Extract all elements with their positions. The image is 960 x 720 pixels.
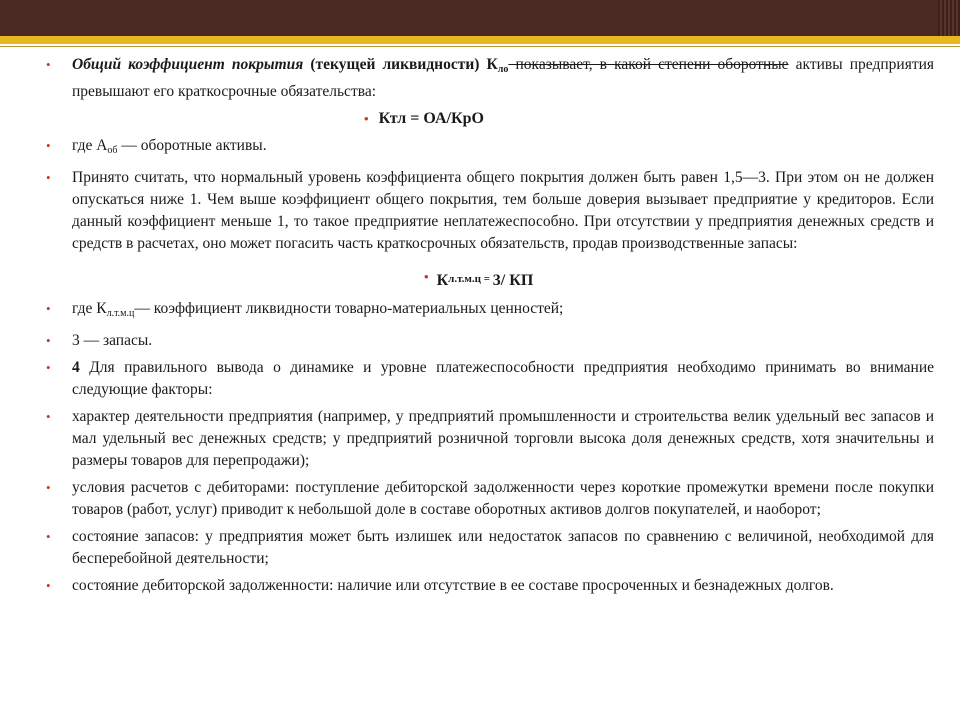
bullet-icon: • <box>46 333 51 348</box>
thin-divider <box>0 46 960 47</box>
paragraph-text: условия расчетов с дебиторами: поступление дебиторской задолженности через короткие промежутки времени после покупки товаров (работ, услуг) приводит к небольшой доле в составе оборотных активов долгов покупателей, и наоборот; <box>72 479 934 518</box>
paragraph-text: состояние запасов: у предприятия может быть излишек или недостаток запасов по сравнению с величиной, необходимой для бесперебойной деятельности; <box>72 528 934 567</box>
formula-current-ratio <box>364 108 934 130</box>
list-item-factors-intro <box>44 357 934 401</box>
slide-content <box>44 54 934 602</box>
bullet-icon: • <box>424 269 429 284</box>
bullet-icon: • <box>46 57 51 72</box>
term-description: активы предприятия превышают его краткосрочные обязательства: <box>72 56 935 100</box>
banner-corner-pattern <box>938 0 960 36</box>
list-item-definition-ltmc <box>44 298 934 325</box>
bullet-icon: • <box>364 111 369 126</box>
definition-text: — оборотные активы. <box>117 137 267 154</box>
list-item-definition-oa <box>44 135 934 162</box>
list-item-current-ratio <box>44 54 934 103</box>
term-paren: (текущей ликвидности) <box>310 56 480 73</box>
formula-text: Ктл = ОА/КрО <box>378 110 484 127</box>
formula-inventory-ratio <box>422 267 934 293</box>
bullet-icon: • <box>46 360 51 375</box>
bullet-icon: • <box>46 409 51 424</box>
paragraph-text: 3 — запасы. <box>72 332 153 349</box>
top-banner <box>0 0 960 36</box>
bullet-icon: • <box>46 301 51 316</box>
list-item-factor-debtors <box>44 477 934 521</box>
list-item-factor-receivables <box>44 575 934 597</box>
term-description-struck: показывает, в какой степени оборотные <box>508 56 789 73</box>
list-item-normal-level <box>44 167 934 255</box>
definition-sub: л.т.м.ц <box>106 308 135 319</box>
paragraph-text: Для правильного вывода о динамике и уровне платежеспособности предприятия необходимо принимать во внимание следующие факторы: <box>72 359 934 398</box>
bullet-icon: • <box>46 578 51 593</box>
definition-prefix: где К <box>72 300 107 317</box>
item-number: 4 <box>72 359 80 376</box>
formula-main: К <box>436 272 449 289</box>
definition-text: — коэффициент ликвидности товарно-материальных ценностей; <box>134 300 564 317</box>
term-title: Общий коэффициент покрытия <box>72 56 304 73</box>
paragraph-text: характер деятельности предприятия (например, у предприятий промышленности и строительства велик удельный вес запасов и мал удельный вес денежных средств; у предприятий розничной торговли высока доля денежных средств, хотя значительны и размеры товаров для перепродажи); <box>72 408 934 469</box>
list-item-factor-activity <box>44 406 934 472</box>
paragraph-text: состояние дебиторской задолженности: наличие или отсутствие в ее составе просроченных и безнадежных долгов. <box>72 577 834 594</box>
bullet-icon: • <box>46 480 51 495</box>
list-item-factor-stock <box>44 526 934 570</box>
formula-rest: 3/ КП <box>492 272 534 289</box>
formula-sub: л.т.м.ц <box>448 273 481 285</box>
bullet-icon: • <box>46 138 51 153</box>
definition-prefix: где А <box>72 137 108 154</box>
term-symbol: К <box>486 56 498 73</box>
paragraph-text: Принято считать, что нормальный уровень коэффициента общего покрытия должен быть равен 1,5—3. При этом он не должен опускаться ниже 1. Чем выше коэффициент общего покрытия, тем больше доверия вызывает предприятие у кредиторов. Если данный коэффициент меньше 1, то такое предприятие неплатежеспособно. При отсутствии у предприятия денежных средств и средств в расчетах, оно может погасить часть краткосрочных обязательств, продав производственные запасы: <box>72 169 934 252</box>
list-item-inventory <box>44 330 934 352</box>
definition-sub: об <box>107 145 118 156</box>
bullet-icon: • <box>46 170 51 185</box>
term-symbol-sub: ло <box>497 64 509 75</box>
formula-eq: = <box>481 273 493 285</box>
gold-stripe <box>0 36 960 44</box>
bullet-icon: • <box>46 529 51 544</box>
